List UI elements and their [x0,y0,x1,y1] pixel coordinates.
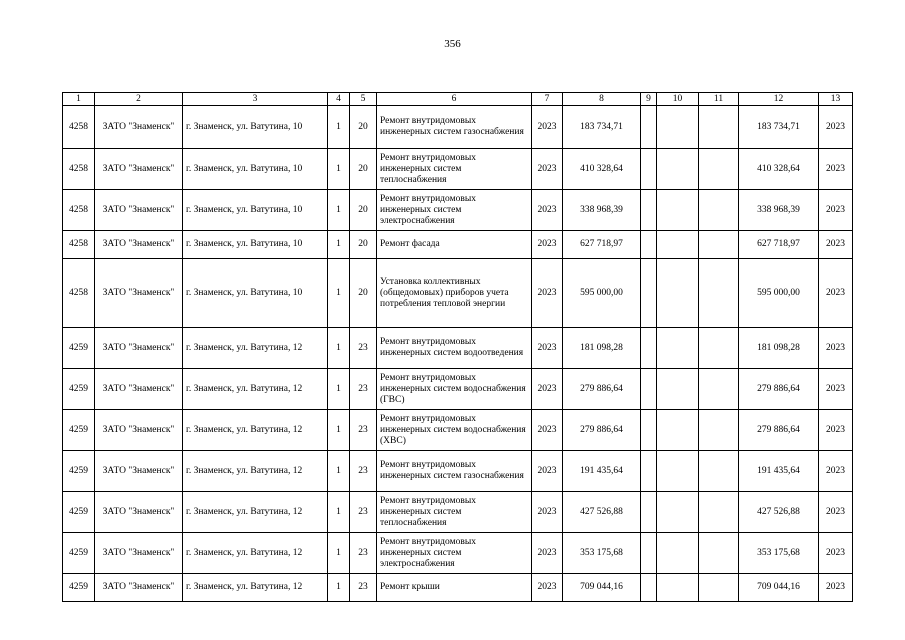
cell-address: г. Знаменск, ул. Ватутина, 12 [183,328,328,369]
cell-object-id: 4258 [63,231,95,259]
cell-municipality: ЗАТО "Знаменск" [95,451,183,492]
cell-cost: 338 968,39 [563,190,641,231]
cell-col5: 23 [350,451,377,492]
cell-col10 [657,190,699,231]
cell-col9 [641,328,657,369]
column-header: 9 [641,93,657,106]
cell-col9 [641,492,657,533]
cell-year: 2023 [532,451,563,492]
cell-col11 [699,106,739,149]
cell-work-type: Ремонт внутридомовых инженерных систем газоснабжения [377,106,532,149]
cell-year: 2023 [532,369,563,410]
repair-program-table [62,92,853,602]
cell-object-id: 4258 [63,149,95,190]
cell-end-year: 2023 [819,328,853,369]
cell-cost: 279 886,64 [563,369,641,410]
cell-total: 353 175,68 [739,533,819,574]
cell-col11 [699,492,739,533]
cell-col10 [657,259,699,328]
cell-col9 [641,190,657,231]
column-number-row [63,93,853,106]
cell-address: г. Знаменск, ул. Ватутина, 10 [183,149,328,190]
cell-municipality: ЗАТО "Знаменск" [95,259,183,328]
cell-year: 2023 [532,574,563,602]
cell-year: 2023 [532,328,563,369]
cell-address: г. Знаменск, ул. Ватутина, 12 [183,533,328,574]
table-row [63,190,853,231]
cell-address: г. Знаменск, ул. Ватутина, 12 [183,451,328,492]
cell-end-year: 2023 [819,369,853,410]
cell-year: 2023 [532,533,563,574]
cell-col10 [657,574,699,602]
cell-address: г. Знаменск, ул. Ватутина, 10 [183,259,328,328]
cell-total: 427 526,88 [739,492,819,533]
cell-col10 [657,410,699,451]
cell-col5: 20 [350,149,377,190]
cell-address: г. Знаменск, ул. Ватутина, 10 [183,190,328,231]
cell-col10 [657,106,699,149]
cell-col11 [699,149,739,190]
cell-municipality: ЗАТО "Знаменск" [95,190,183,231]
cell-cost: 181 098,28 [563,328,641,369]
table-row [63,259,853,328]
cell-year: 2023 [532,231,563,259]
cell-cost: 410 328,64 [563,149,641,190]
cell-address: г. Знаменск, ул. Ватутина, 10 [183,106,328,149]
cell-work-type: Ремонт фасада [377,231,532,259]
column-header: 1 [63,93,95,106]
cell-address: г. Знаменск, ул. Ватутина, 12 [183,410,328,451]
cell-object-id: 4258 [63,190,95,231]
cell-col5: 20 [350,106,377,149]
table-row [63,410,853,451]
cell-col10 [657,451,699,492]
column-header: 3 [183,93,328,106]
cell-object-id: 4259 [63,328,95,369]
table-row [63,492,853,533]
cell-end-year: 2023 [819,410,853,451]
cell-address: г. Знаменск, ул. Ватутина, 12 [183,492,328,533]
cell-cost: 183 734,71 [563,106,641,149]
cell-col9 [641,410,657,451]
cell-col9 [641,231,657,259]
cell-work-type: Ремонт внутридомовых инженерных систем электроснабжения [377,190,532,231]
cell-work-type: Ремонт внутридомовых инженерных систем теплоснабжения [377,492,532,533]
cell-col11 [699,259,739,328]
cell-year: 2023 [532,190,563,231]
cell-total: 183 734,71 [739,106,819,149]
cell-col4: 1 [328,492,350,533]
cell-end-year: 2023 [819,451,853,492]
cell-municipality: ЗАТО "Знаменск" [95,149,183,190]
cell-work-type: Установка коллективных (общедомовых) приборов учета потребления тепловой энергии [377,259,532,328]
cell-col5: 20 [350,231,377,259]
cell-col5: 23 [350,492,377,533]
cell-col4: 1 [328,451,350,492]
cell-col4: 1 [328,190,350,231]
cell-year: 2023 [532,410,563,451]
column-header: 12 [739,93,819,106]
cell-municipality: ЗАТО "Знаменск" [95,231,183,259]
column-header: 8 [563,93,641,106]
cell-object-id: 4259 [63,410,95,451]
cell-year: 2023 [532,259,563,328]
cell-municipality: ЗАТО "Знаменск" [95,328,183,369]
cell-col4: 1 [328,533,350,574]
table-row [63,231,853,259]
cell-col4: 1 [328,106,350,149]
cell-work-type: Ремонт крыши [377,574,532,602]
cell-municipality: ЗАТО "Знаменск" [95,533,183,574]
cell-municipality: ЗАТО "Знаменск" [95,369,183,410]
cell-work-type: Ремонт внутридомовых инженерных систем теплоснабжения [377,149,532,190]
cell-total: 181 098,28 [739,328,819,369]
cell-total: 279 886,64 [739,410,819,451]
cell-total: 595 000,00 [739,259,819,328]
cell-municipality: ЗАТО "Знаменск" [95,410,183,451]
cell-total: 338 968,39 [739,190,819,231]
cell-col10 [657,328,699,369]
cell-col11 [699,328,739,369]
cell-cost: 191 435,64 [563,451,641,492]
column-header: 13 [819,93,853,106]
table-row [63,106,853,149]
cell-municipality: ЗАТО "Знаменск" [95,492,183,533]
cell-col4: 1 [328,328,350,369]
cell-cost: 353 175,68 [563,533,641,574]
cell-col10 [657,149,699,190]
table-body [63,93,853,602]
cell-col5: 23 [350,369,377,410]
cell-col11 [699,574,739,602]
cell-end-year: 2023 [819,231,853,259]
cell-end-year: 2023 [819,574,853,602]
cell-col9 [641,451,657,492]
column-header: 6 [377,93,532,106]
column-header: 5 [350,93,377,106]
cell-col4: 1 [328,369,350,410]
column-header: 4 [328,93,350,106]
cell-col5: 23 [350,410,377,451]
cell-col5: 23 [350,574,377,602]
cell-work-type: Ремонт внутридомовых инженерных систем водоснабжения (ХВС) [377,410,532,451]
cell-col10 [657,533,699,574]
cell-address: г. Знаменск, ул. Ватутина, 12 [183,369,328,410]
cell-year: 2023 [532,492,563,533]
cell-col4: 1 [328,410,350,451]
column-header: 2 [95,93,183,106]
cell-cost: 627 718,97 [563,231,641,259]
cell-col4: 1 [328,149,350,190]
cell-col9 [641,149,657,190]
cell-total: 709 044,16 [739,574,819,602]
table-row [63,533,853,574]
cell-col11 [699,533,739,574]
cell-cost: 427 526,88 [563,492,641,533]
cell-total: 627 718,97 [739,231,819,259]
cell-col11 [699,369,739,410]
cell-end-year: 2023 [819,492,853,533]
cell-end-year: 2023 [819,149,853,190]
cell-work-type: Ремонт внутридомовых инженерных систем водоотведения [377,328,532,369]
table-row [63,369,853,410]
cell-col10 [657,369,699,410]
cell-year: 2023 [532,149,563,190]
cell-col9 [641,533,657,574]
cell-col4: 1 [328,231,350,259]
cell-object-id: 4258 [63,259,95,328]
cell-work-type: Ремонт внутридомовых инженерных систем электроснабжения [377,533,532,574]
cell-col11 [699,190,739,231]
column-header: 11 [699,93,739,106]
cell-address: г. Знаменск, ул. Ватутина, 10 [183,231,328,259]
cell-total: 410 328,64 [739,149,819,190]
cell-end-year: 2023 [819,259,853,328]
cell-object-id: 4259 [63,574,95,602]
cell-cost: 595 000,00 [563,259,641,328]
cell-end-year: 2023 [819,190,853,231]
cell-end-year: 2023 [819,106,853,149]
cell-col11 [699,451,739,492]
table-row [63,149,853,190]
page-number: 356 [444,38,461,50]
cell-work-type: Ремонт внутридомовых инженерных систем водоснабжения (ГВС) [377,369,532,410]
table-row [63,574,853,602]
column-header: 7 [532,93,563,106]
cell-total: 279 886,64 [739,369,819,410]
cell-col5: 20 [350,259,377,328]
cell-col9 [641,106,657,149]
cell-total: 191 435,64 [739,451,819,492]
cell-object-id: 4259 [63,492,95,533]
cell-col11 [699,231,739,259]
cell-end-year: 2023 [819,533,853,574]
table-row [63,451,853,492]
cell-address: г. Знаменск, ул. Ватутина, 12 [183,574,328,602]
cell-municipality: ЗАТО "Знаменск" [95,106,183,149]
cell-cost: 279 886,64 [563,410,641,451]
cell-col10 [657,231,699,259]
cell-cost: 709 044,16 [563,574,641,602]
column-header: 10 [657,93,699,106]
cell-col9 [641,259,657,328]
cell-object-id: 4259 [63,451,95,492]
cell-col4: 1 [328,259,350,328]
cell-municipality: ЗАТО "Знаменск" [95,574,183,602]
cell-col4: 1 [328,574,350,602]
cell-object-id: 4259 [63,533,95,574]
cell-object-id: 4258 [63,106,95,149]
cell-col10 [657,492,699,533]
cell-col9 [641,574,657,602]
cell-object-id: 4259 [63,369,95,410]
cell-year: 2023 [532,106,563,149]
table-row [63,328,853,369]
cell-col9 [641,369,657,410]
cell-col5: 20 [350,190,377,231]
cell-col11 [699,410,739,451]
cell-col5: 23 [350,328,377,369]
cell-col5: 23 [350,533,377,574]
cell-work-type: Ремонт внутридомовых инженерных систем газоснабжения [377,451,532,492]
